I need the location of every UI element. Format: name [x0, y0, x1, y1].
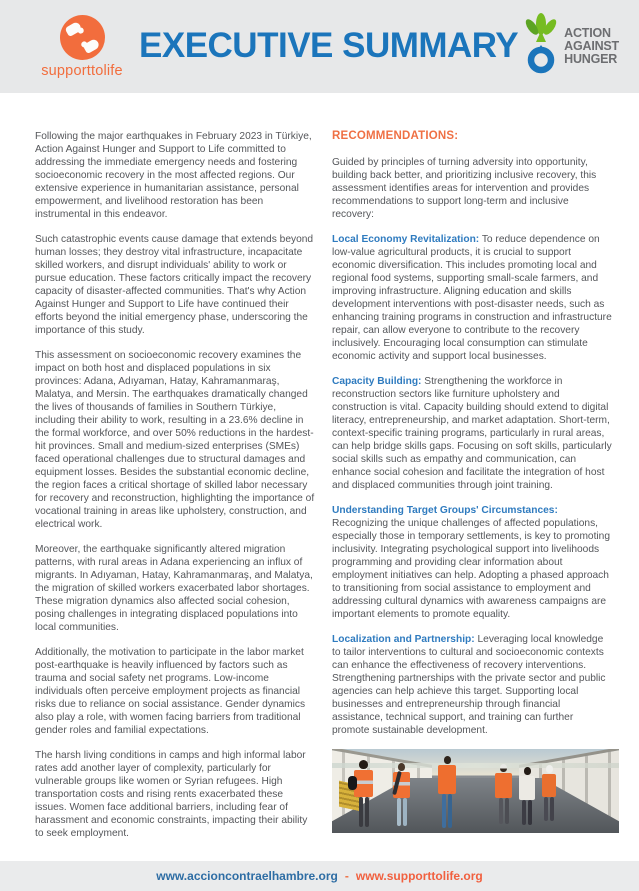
paragraph-labor-motivation: Additionally, the motivation to participate in the labor market post-earthquake is heavily influenced by factors such as trauma and social safety net programs. Low-income individuals often perceive employment projects as financial risks due to reliance on social assistance. Gender dynamics also play a role, with women facing barriers from traditional gender roles and familial expectations.: [35, 647, 306, 736]
recommendations-intro: Guided by principles of turning adversity into opportunity, building back better, and prioritizing inclusive recovery, this assessment identifies areas for intervention and provides recommendations to support long-term and inclusive recovery:: [332, 157, 597, 220]
page-title: EXECUTIVE SUMMARY: [139, 25, 519, 65]
section-text: Strengthening the workforce in reconstruction sectors like furniture upholstery and construction is vital. Capacity building should extend to digital literacy, entrepreneurship, and market adaptation. Short-term, context-specific training programs, particularly in rural areas, can help bridge skills gaps. Focusing on soft skills, particularly social skills such as empathy and communication, can enhance social cohesion and facilitate the integration of host and displaced communities through joint training.: [332, 376, 612, 491]
photo-awning: [332, 763, 619, 768]
right-column: [332, 130, 612, 852]
supporttolife-hands-icon: [60, 15, 105, 60]
document-body: [0, 93, 639, 852]
paragraph-assessment-scope: This assessment on socioeconomic recovery examines the impact on both host and displaced populations in six provinces: Adana, Adıyaman, Hatay, Kahramanmaraş, Malatya, and Mersin. The earthquakes dramatically changed the lives of thousands of families in Southern Türkiye, including their ability to work, resulting in a 23.6% decline in the formal workforce, and over 50% reductions in the hardest-hit provinces. Small and medium-sized enterprises (SMEs) faced operational challenges due to structural damages and equipment losses. Besides the substantial economic decline, the region faces a critical shortage of skilled labor necessary for recovery and reconstruction, highlighting the importance of vocational training in areas like upholstery, construction, and electrical work.: [35, 350, 315, 530]
photo-person: [542, 765, 556, 821]
section-local-economy: [332, 233, 612, 363]
action-against-hunger-logo: [523, 12, 619, 81]
accioncontraelhambre-link[interactable]: www.accioncontraelhambre.org: [156, 869, 338, 883]
photo-person: [393, 763, 410, 826]
page-footer: [0, 861, 639, 891]
photo-person: [519, 767, 535, 825]
page-header: [0, 0, 639, 93]
supporttolife-link[interactable]: www.supporttolife.org: [355, 869, 483, 883]
photo-person: [354, 760, 373, 827]
aah-leaf-ring-icon: [523, 12, 559, 81]
paragraph-migration: Moreover, the earthquake significantly altered migration patterns, with rural areas in Adana experiencing an influx of migrants. In Adıyaman, Hatay, Kahramanmaraş, and Malatya, the migration of skilled workers exacerbated labor shortages. These migration dynamics also affected social cohesion, posing challenges in integrating displaced populations into local communities.: [35, 544, 313, 633]
section-text: Leveraging local knowledge to tailor interventions to cultural and socioeconomic contexts can enhance the effectiveness of recovery interventions. Strengthening partnerships with the private sector and public agencies can help achieve this target. Supporting local businesses and entrepreneurship through financial assistance, technical support, and training can further promote sustainable development.: [332, 634, 606, 736]
supporttolife-wordmark: supporttolife: [41, 62, 123, 79]
photo-person: [495, 764, 512, 824]
section-text: To reduce dependence on low-value agricultural products, it is crucial to support economic diversification. This includes promoting local and regional food systems, supporting small-scale farmers, and improving infrastructure. Aligning education and skills development interventions with post-disaster needs, such as enhancing training programs in construction and infrastructure repair, can allow everyone to contribute to the recovery inclusively. Encouraging local consumption can stimulate economic activity and support local businesses.: [332, 234, 612, 362]
section-label: Localization and Partnership:: [332, 634, 475, 645]
field-photo: [332, 749, 619, 833]
section-capacity-building: [332, 375, 612, 492]
supporttolife-logo: [30, 15, 134, 79]
section-label: Capacity Building:: [332, 376, 422, 387]
section-text: Recognizing the unique challenges of affected populations, especially those in temporary settlements, is key to promoting inclusivity. Integrating psychological support into livelihoods programming and providing clear information about employment initiatives can help. Adopting a phased approach to transitioning from social assistance to employment and addressing cultural dynamics with awareness campaigns are important elements to promote equality.: [332, 518, 611, 620]
aah-wordmark: ACTION AGAINST HUNGER: [564, 26, 619, 66]
paragraph-intro: Following the major earthquakes in February 2023 in Türkiye, Action Against Hunger and Support to Life committed to addressing the immediate emergency needs and fostering socioeconomic recovery in the most affected regions. Our extensive experience in humanitarian assistance, personal empowerment, and livelihood restoration has been instrumental in this endeavor.: [35, 131, 312, 220]
recommendations-heading: RECOMMENDATIONS:: [332, 130, 459, 142]
left-column: [35, 130, 315, 852]
section-target-groups: [332, 504, 612, 621]
section-label: Local Economy Revitalization:: [332, 234, 480, 245]
footer-separator: -: [344, 869, 349, 883]
photo-person: [438, 756, 456, 828]
section-localization-partnership: [332, 633, 612, 737]
paragraph-catastrophic-events: Such catastrophic events cause damage that extends beyond human losses; they destroy vital infrastructure, incapacitate skilled workers, and disrupt individuals' ability to work or pursue education. These factors critically impact the recovery capacity of disaster-affected communities. That's why Action Against Hunger and Support to Life have continued their efforts beyond the initial emergency phase, underscoring the importance of this study.: [35, 234, 314, 336]
paragraph-living-conditions: The harsh living conditions in camps and high informal labor rates add another layer of complexity, particularly for vulnerable groups like women or Syrian refugees. High transportation costs and rising rents exacerbated these issues. Women face additional barriers, including fear of harassment and economic constraints, impacting their ability to seek employment.: [35, 750, 308, 839]
section-label: Understanding Target Groups' Circumstances:: [332, 505, 558, 516]
